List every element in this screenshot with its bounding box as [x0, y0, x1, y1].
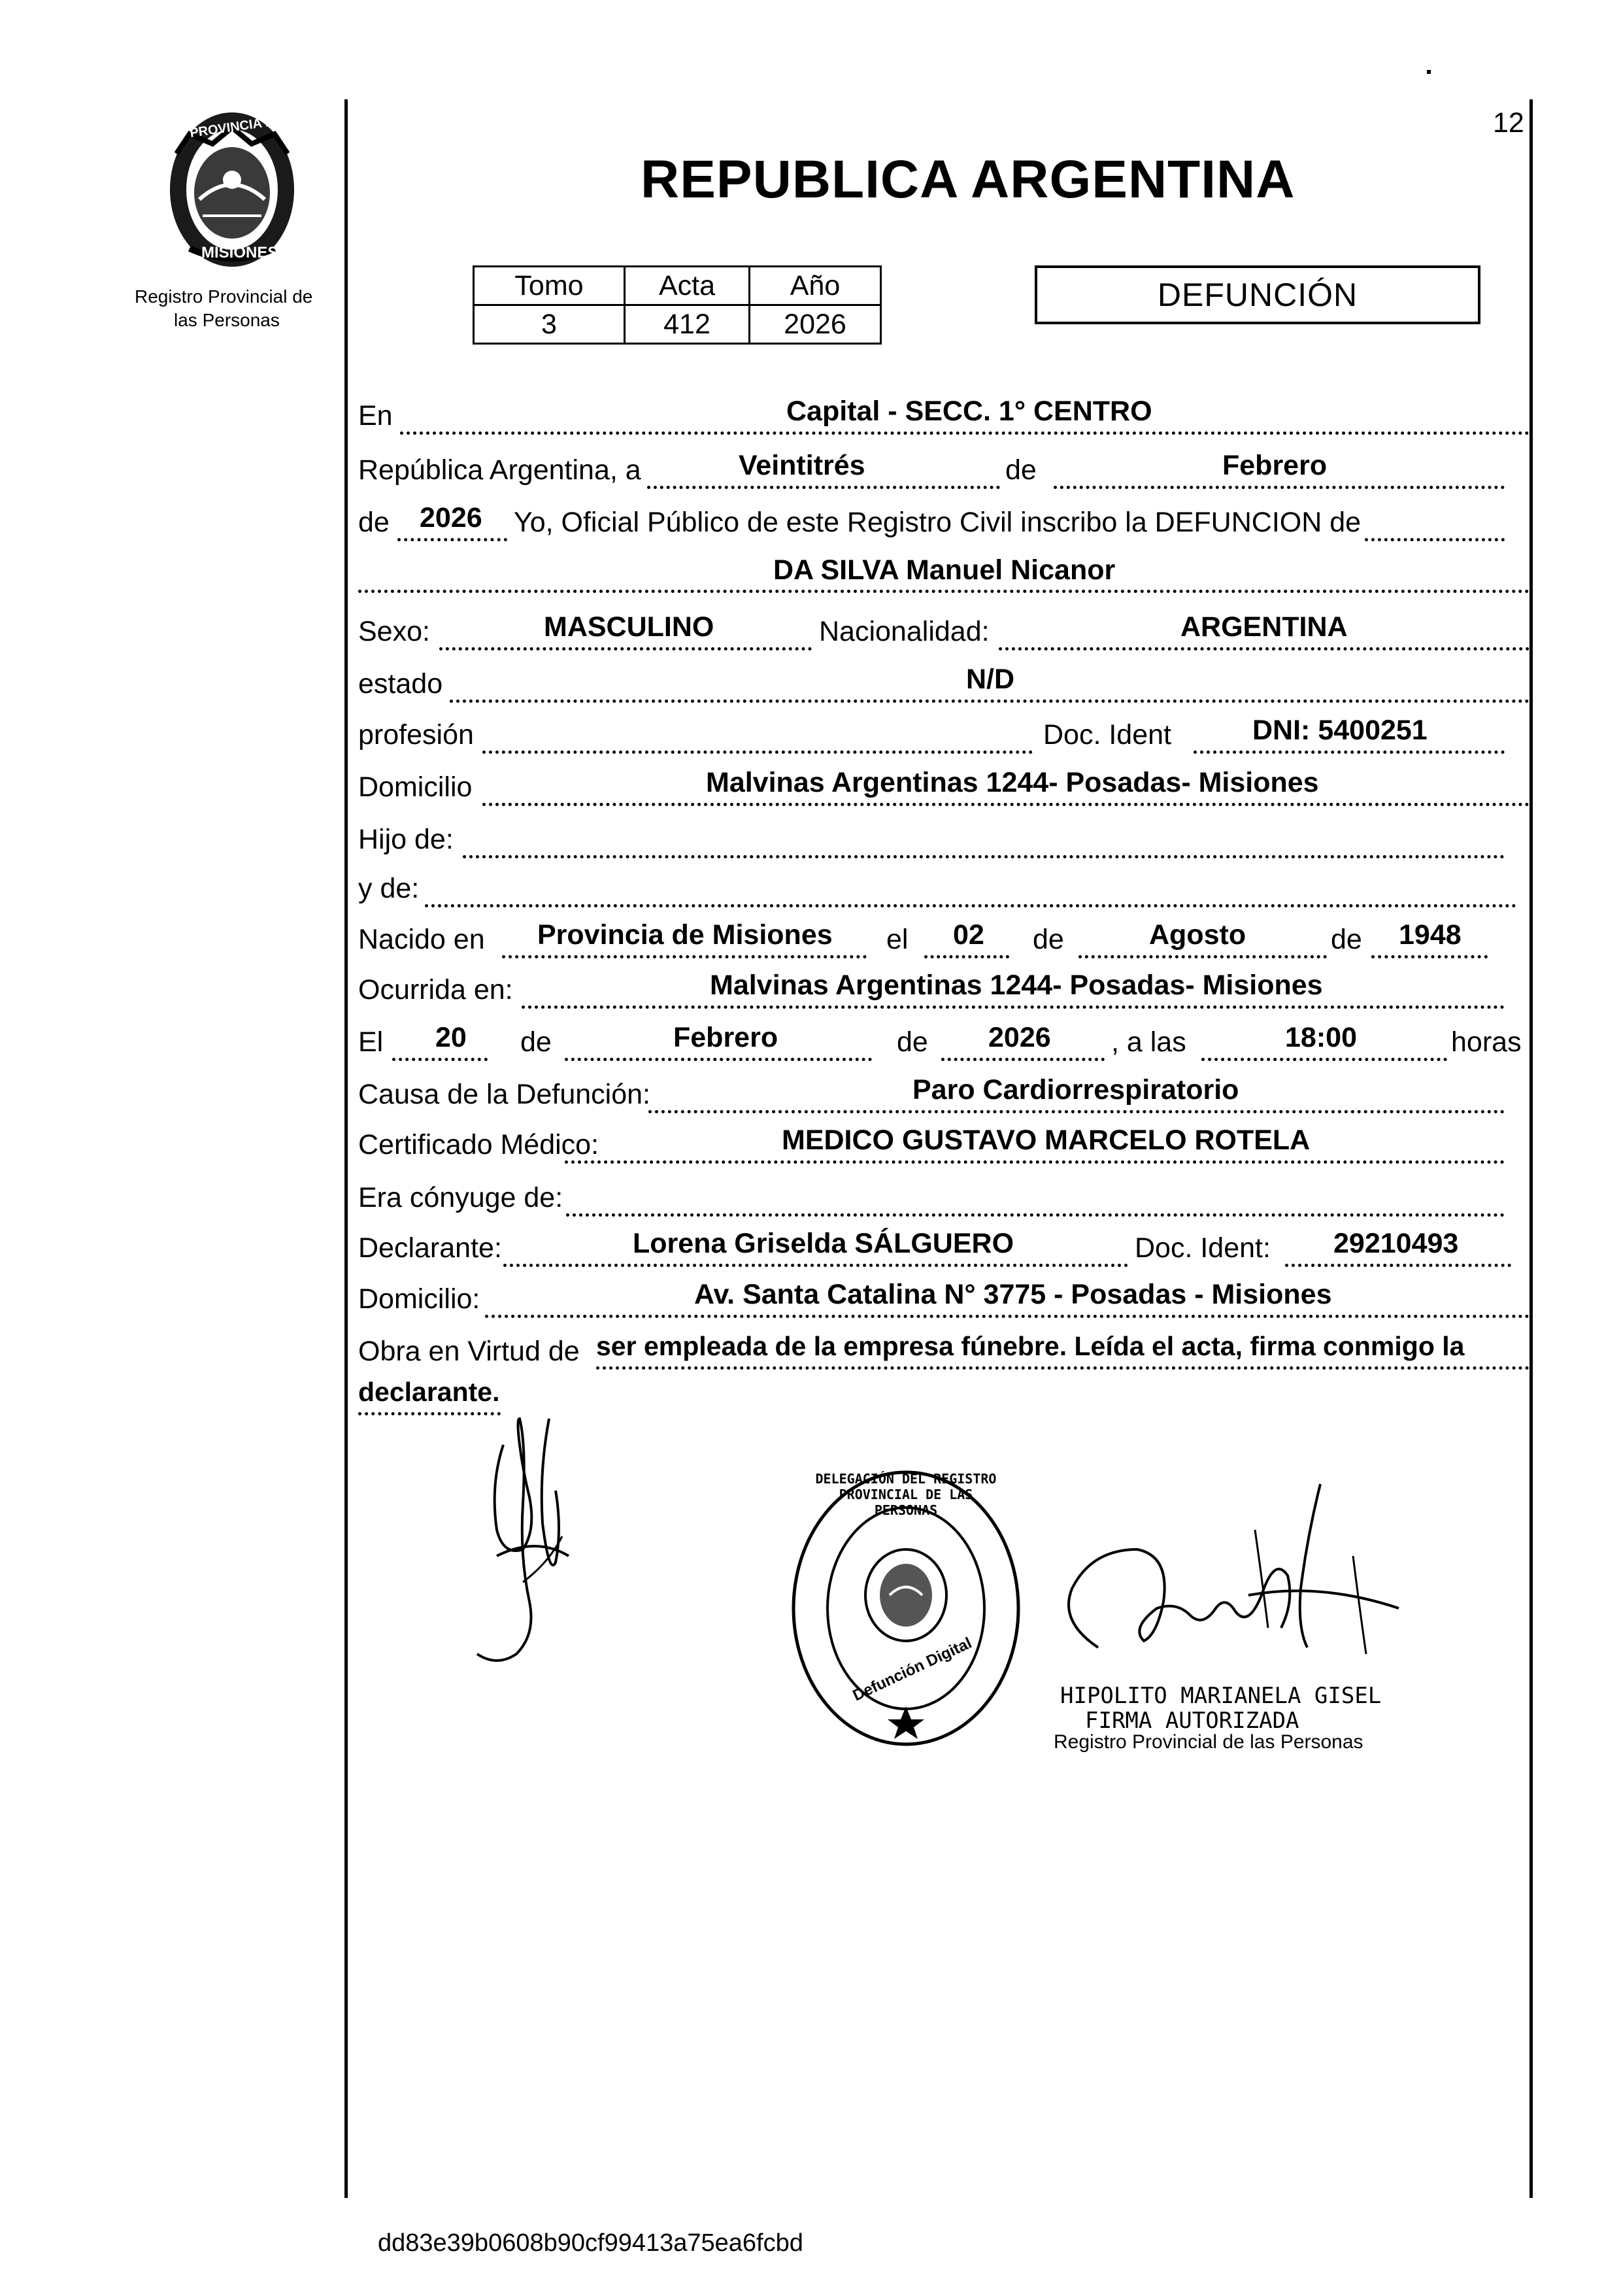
ocurrida-label: Ocurrida en: — [358, 974, 513, 1005]
name-dots — [358, 590, 1529, 593]
certificado-label: Certificado Médico: — [358, 1129, 599, 1160]
profesion-dots — [482, 751, 1033, 754]
month: Febrero — [1222, 450, 1328, 481]
nacionalidad-value: ARGENTINA — [1180, 611, 1348, 643]
birth-de1-label: de — [1033, 924, 1064, 955]
obra-value-line1: ser empleada de la empresa fúnebre. Leída el acta, firma conmigo la — [596, 1331, 1465, 1361]
decl-doc-value: 29210493 — [1333, 1228, 1459, 1259]
month-de-label: de — [1005, 454, 1037, 486]
obra-label: Obra en Virtud de — [358, 1336, 580, 1367]
causa-dots — [648, 1110, 1505, 1113]
nacionalidad-label: Nacionalidad: — [819, 616, 990, 647]
document-hash: dd83e39b0608b90cf99413a75ea6fcbd — [378, 2229, 803, 2257]
official-org: Registro Provincial de las Personas — [1054, 1731, 1363, 1753]
birth-day-dots — [924, 955, 1009, 958]
corner-dot — [1427, 70, 1431, 74]
estado-value: N/D — [966, 664, 1015, 695]
org-name-line2: las Personas — [174, 310, 280, 330]
horas-label: horas — [1451, 1026, 1522, 1058]
doc-ident-label: Doc. Ident — [1043, 719, 1171, 751]
death-time: 18:00 — [1285, 1022, 1357, 1053]
year: 2026 — [420, 502, 482, 533]
death-de1-label: de — [520, 1026, 552, 1058]
en-dots — [400, 431, 1529, 435]
year-dots — [397, 538, 507, 541]
y-de-label: y de: — [358, 873, 420, 904]
nacido-value: Provincia de Misiones — [537, 919, 833, 951]
stamp-inner-text: Defunción Digital — [850, 1634, 975, 1705]
obra-value-line2: declarante. — [358, 1377, 500, 1407]
birth-year-dots — [1371, 955, 1488, 958]
nacido-dots — [502, 955, 867, 958]
ref-table-value-row — [474, 305, 881, 344]
death-year: 2026 — [988, 1022, 1051, 1053]
declarante-dots — [503, 1264, 1128, 1267]
obra-dots — [596, 1366, 1529, 1370]
year-de-label: de — [358, 507, 390, 538]
birth-month-dots — [1078, 955, 1327, 958]
hijo-label: Hijo de: — [358, 824, 454, 855]
domicilio-value: Malvinas Argentinas 1244- Posadas- Misiones — [706, 767, 1319, 798]
death-day-dots — [392, 1058, 488, 1061]
birth-de2-label: de — [1331, 924, 1362, 955]
decl-domicilio-dots — [485, 1315, 1529, 1318]
y-de-dots — [425, 904, 1516, 907]
domicilio-dots — [482, 803, 1529, 806]
ref-value-anio: 2026 — [750, 305, 881, 344]
document-type-box — [1035, 265, 1480, 324]
declarant-signature-icon — [458, 1406, 588, 1667]
right-margin-line — [1529, 99, 1533, 2198]
ocurrida-dots — [522, 1005, 1505, 1009]
nacido-label: Nacido en — [358, 924, 485, 955]
ref-header-acta: Acta — [625, 267, 750, 305]
month-dots — [1054, 486, 1505, 489]
inscribo-text: Yo, Oficial Público de este Registro Civil inscribo la DEFUNCION de — [514, 507, 1362, 538]
inscribo-dots — [1365, 538, 1505, 541]
doc-ident-value: DNI: 5400251 — [1252, 715, 1428, 746]
conyuge-dots — [566, 1213, 1505, 1217]
decl-doc-label: Doc. Ident: — [1135, 1232, 1271, 1264]
doc-ident-dots — [1194, 751, 1505, 754]
declarant-signature — [458, 1406, 588, 1667]
en-value: Capital - SECC. 1° CENTRO — [786, 396, 1152, 427]
birth-month: Agosto — [1149, 919, 1246, 951]
declarante-label: Declarante: — [358, 1232, 502, 1264]
ref-header-tomo: Tomo — [474, 267, 625, 305]
deceased-name: DA SILVA Manuel Nicanor — [773, 554, 1116, 586]
nacionalidad-dots — [999, 647, 1529, 650]
causa-value: Paro Cardiorrespiratorio — [912, 1074, 1239, 1106]
official-stamp — [782, 1464, 1030, 1752]
death-day: 20 — [435, 1022, 467, 1053]
reference-table — [473, 265, 882, 345]
certificado-dots — [565, 1160, 1505, 1164]
ref-value-tomo: 3 — [474, 305, 625, 344]
official-signature — [1046, 1477, 1412, 1674]
death-time-dots — [1201, 1058, 1447, 1061]
ref-header-anio: Año — [750, 267, 881, 305]
decl-doc-dots — [1285, 1264, 1511, 1267]
birth-year: 1948 — [1399, 919, 1462, 951]
death-de2-label: de — [897, 1026, 928, 1058]
sexo-dots — [439, 647, 812, 650]
declarante-value: Lorena Griselda SÁLGUERO — [633, 1228, 1014, 1259]
certificado-value: MEDICO GUSTAVO MARCELO ROTELA — [782, 1124, 1311, 1156]
provincial-seal — [150, 108, 314, 271]
decl-domicilio-value: Av. Santa Catalina N° 3775 - Posadas - Misiones — [694, 1279, 1332, 1310]
left-margin-line — [344, 99, 348, 2198]
day-words: Veintitrés — [739, 450, 865, 481]
a-las-label: , a las — [1111, 1026, 1186, 1058]
estado-dots — [450, 700, 1529, 703]
seal-top-text: PROVINCIA DE — [189, 113, 284, 141]
birth-el-label: el — [886, 924, 909, 955]
official-signature-icon — [1046, 1477, 1412, 1674]
sexo-label: Sexo: — [358, 616, 430, 647]
sexo-value: MASCULINO — [544, 611, 714, 643]
ref-value-acta: 412 — [625, 305, 750, 344]
profesion-label: profesión — [358, 719, 474, 751]
death-year-dots — [941, 1058, 1105, 1061]
death-month-dots — [565, 1058, 872, 1061]
stamp-ring-text: DELEGACIÓN DEL REGISTRO PROVINCIAL DE LAS PERSONAS — [815, 1471, 997, 1518]
document-type: DEFUNCIÓN — [1157, 277, 1358, 313]
birth-day: 02 — [953, 919, 984, 951]
page-number: 12 — [1493, 107, 1524, 139]
day-words-dots — [647, 486, 1000, 489]
decl-domicilio-label: Domicilio: — [358, 1283, 480, 1315]
conyuge-label: Era cónyuge de: — [358, 1182, 563, 1213]
causa-label: Causa de la Defunción: — [358, 1079, 651, 1110]
republica-label: República Argentina, a — [358, 454, 641, 486]
domicilio-label: Domicilio — [358, 771, 473, 803]
official-name: HIPOLITO MARIANELA GISEL — [1060, 1683, 1382, 1709]
org-name-line1: Registro Provincial de — [135, 286, 313, 307]
official-role: FIRMA AUTORIZADA — [1085, 1708, 1299, 1734]
death-el-label: El — [358, 1026, 384, 1058]
page-title: REPUBLICA ARGENTINA — [641, 150, 1295, 209]
death-month: Febrero — [673, 1022, 778, 1053]
hijo-dots — [463, 855, 1505, 858]
en-label: En — [358, 400, 393, 431]
seal-bottom-text: MISIONES — [201, 244, 278, 262]
estado-label: estado — [358, 668, 443, 700]
ocurrida-value: Malvinas Argentinas 1244- Posadas- Misiones — [710, 970, 1323, 1001]
ref-table-header-row — [474, 267, 881, 305]
